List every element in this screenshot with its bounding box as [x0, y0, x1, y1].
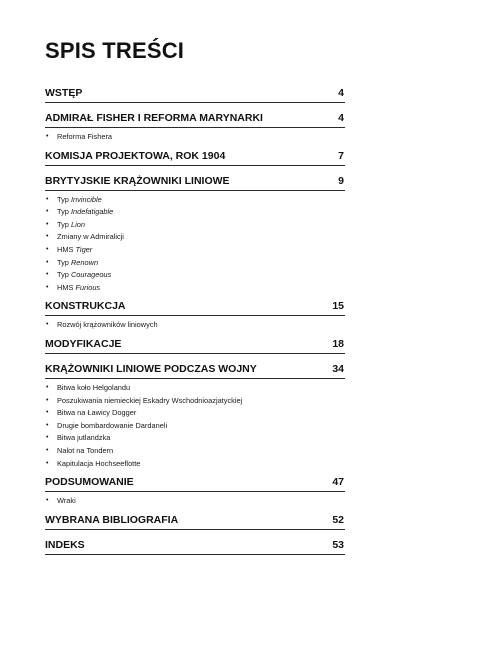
bullet-icon: • — [46, 383, 49, 391]
toc-subitem-list — [45, 316, 345, 333]
bullet-icon: • — [46, 497, 49, 505]
toc-subitem-text: Bitwa jutlandzka — [57, 433, 111, 443]
bullet-icon: • — [46, 195, 49, 203]
bullet-icon: • — [46, 446, 49, 454]
bullet-icon: • — [46, 271, 49, 279]
toc-section-title: KRĄŻOWNIKI LINIOWE PODCZAS WOJNY — [45, 362, 257, 375]
bullet-icon: • — [46, 258, 49, 266]
toc-section — [45, 175, 345, 296]
toc-subitem-list — [45, 492, 345, 509]
toc-subitem[interactable] — [45, 320, 345, 333]
toc-subitem-text: Typ — [57, 257, 71, 267]
toc-section — [45, 300, 345, 333]
toc-section — [45, 338, 345, 354]
toc-subitem-list — [45, 379, 345, 471]
toc-section — [45, 539, 345, 555]
toc-subitem[interactable] — [45, 207, 345, 220]
toc-subitem-text: Typ — [57, 219, 71, 229]
toc-subitem-text: Bitwa na Ławicy Dogger — [57, 408, 137, 418]
toc-section-heading[interactable] — [45, 150, 345, 166]
toc-subitem-text: Wraki — [57, 496, 76, 506]
toc-subitem-italic-name: Invincible — [70, 194, 102, 204]
toc-section-title: MODYFIKACJE — [45, 337, 122, 350]
toc-subitem-text: Typ — [57, 270, 71, 280]
toc-subitem[interactable] — [45, 446, 345, 459]
toc-subitem-text: Nalot na Tondern — [57, 445, 114, 455]
toc-section — [45, 112, 345, 145]
toc-subitem[interactable] — [45, 459, 345, 472]
bullet-icon: • — [46, 133, 49, 140]
toc-subitem-text: Zmiany w Admiralicji — [57, 232, 124, 242]
bullet-icon: • — [46, 245, 49, 253]
toc-section-title: INDEKS — [45, 538, 85, 551]
toc-subitem-list — [45, 128, 345, 145]
bullet-icon: • — [46, 208, 49, 216]
toc-section-title: KONSTRUKCJA — [45, 300, 126, 313]
toc-subitem[interactable] — [45, 496, 345, 509]
toc-subitem-text: HMS — [57, 244, 76, 254]
toc-section-page-number: 7 — [338, 149, 344, 162]
toc-subitem[interactable] — [45, 433, 345, 446]
toc-section-heading[interactable] — [45, 338, 345, 354]
toc-section-page-number: 4 — [338, 87, 344, 99]
toc-section-title: BRYTYJSKIE KRĄŻOWNIKI LINIOWE — [45, 174, 230, 187]
toc-subitem-italic-name: Furious — [75, 282, 101, 292]
toc-section-heading[interactable] — [45, 112, 345, 128]
toc-subitem[interactable] — [45, 408, 345, 421]
toc-section-heading[interactable] — [45, 300, 345, 316]
toc-subitem-italic-name: Tiger — [75, 244, 93, 254]
toc-subitem-text: Rozwój krążowników liniowych — [57, 320, 158, 330]
toc-subitem[interactable] — [45, 396, 345, 409]
toc-section — [45, 476, 345, 509]
toc-subitem[interactable] — [45, 195, 345, 208]
toc-section — [45, 363, 345, 471]
bullet-icon: • — [46, 396, 49, 404]
toc-section-title: ADMIRAŁ FISHER I REFORMA MARYNARKI — [45, 112, 263, 124]
bullet-icon: • — [46, 409, 49, 417]
toc-subitem[interactable] — [45, 421, 345, 434]
toc-section-heading[interactable] — [45, 539, 345, 555]
bullet-icon: • — [46, 283, 49, 291]
toc-section-heading[interactable] — [45, 514, 345, 530]
toc-section-title: KOMISJA PROJEKTOWA, ROK 1904 — [45, 149, 226, 162]
toc-subitem-text: Bitwa koło Helgolandu — [57, 382, 131, 392]
bullet-icon: • — [46, 321, 49, 329]
toc-list — [45, 87, 345, 555]
bullet-icon: • — [46, 421, 49, 429]
toc-subitem[interactable] — [45, 220, 345, 233]
toc-section-page-number: 52 — [332, 513, 344, 526]
toc-subitem-text: Reforma Fishera — [57, 132, 113, 141]
toc-section — [45, 87, 345, 103]
toc-subitem[interactable] — [45, 283, 345, 296]
bullet-icon: • — [46, 233, 49, 241]
toc-section-page-number: 18 — [332, 337, 344, 350]
toc-section-heading[interactable] — [45, 87, 345, 103]
toc-section — [45, 150, 345, 166]
toc-subitem[interactable] — [45, 258, 345, 271]
toc-subitem[interactable] — [45, 245, 345, 258]
toc-subitem-text: Poszukiwania niemieckiej Eskadry Wschodnioazjatyckiej — [57, 395, 243, 405]
toc-section-page-number: 9 — [338, 174, 344, 187]
toc-section-title: WSTĘP — [45, 87, 83, 99]
toc-subitem-text: Typ — [57, 207, 71, 217]
toc-section-heading[interactable] — [45, 363, 345, 379]
toc-section-page-number: 53 — [332, 538, 344, 551]
toc-subitem-list — [45, 191, 345, 296]
bullet-icon: • — [46, 459, 49, 467]
toc-section-page-number: 4 — [338, 112, 344, 124]
toc-subitem-text: HMS — [57, 282, 76, 292]
toc-section-title: WYBRANA BIBLIOGRAFIA — [45, 513, 179, 526]
toc-subitem-text: Typ — [57, 194, 71, 204]
toc-subitem[interactable] — [45, 270, 345, 283]
bullet-icon: • — [46, 220, 49, 228]
toc-section-page-number: 47 — [332, 476, 344, 489]
toc-subitem-italic-name: Lion — [70, 219, 85, 229]
toc-section-title: PODSUMOWANIE — [45, 476, 134, 489]
toc-subitem-italic-name: Indefatigable — [70, 207, 114, 217]
toc-subitem[interactable] — [45, 383, 345, 396]
bullet-icon: • — [46, 434, 49, 442]
page-title: SPIS TREŚCI — [45, 38, 185, 63]
toc-section-heading[interactable] — [45, 476, 345, 492]
toc-section-heading[interactable] — [45, 175, 345, 191]
toc-subitem-text: Drugie bombardowanie Dardaneli — [57, 420, 168, 430]
toc-subitem[interactable] — [45, 132, 345, 145]
toc-subitem-italic-name: Renown — [70, 257, 99, 267]
toc-subitem-text: Kapitulacja Hochseeflotte — [57, 458, 141, 468]
toc-section — [45, 514, 345, 530]
toc-section-page-number: 34 — [332, 362, 344, 375]
toc-section-page-number: 15 — [332, 300, 344, 313]
toc-subitem[interactable] — [45, 232, 345, 245]
toc-subitem-italic-name: Courageous — [70, 270, 112, 280]
